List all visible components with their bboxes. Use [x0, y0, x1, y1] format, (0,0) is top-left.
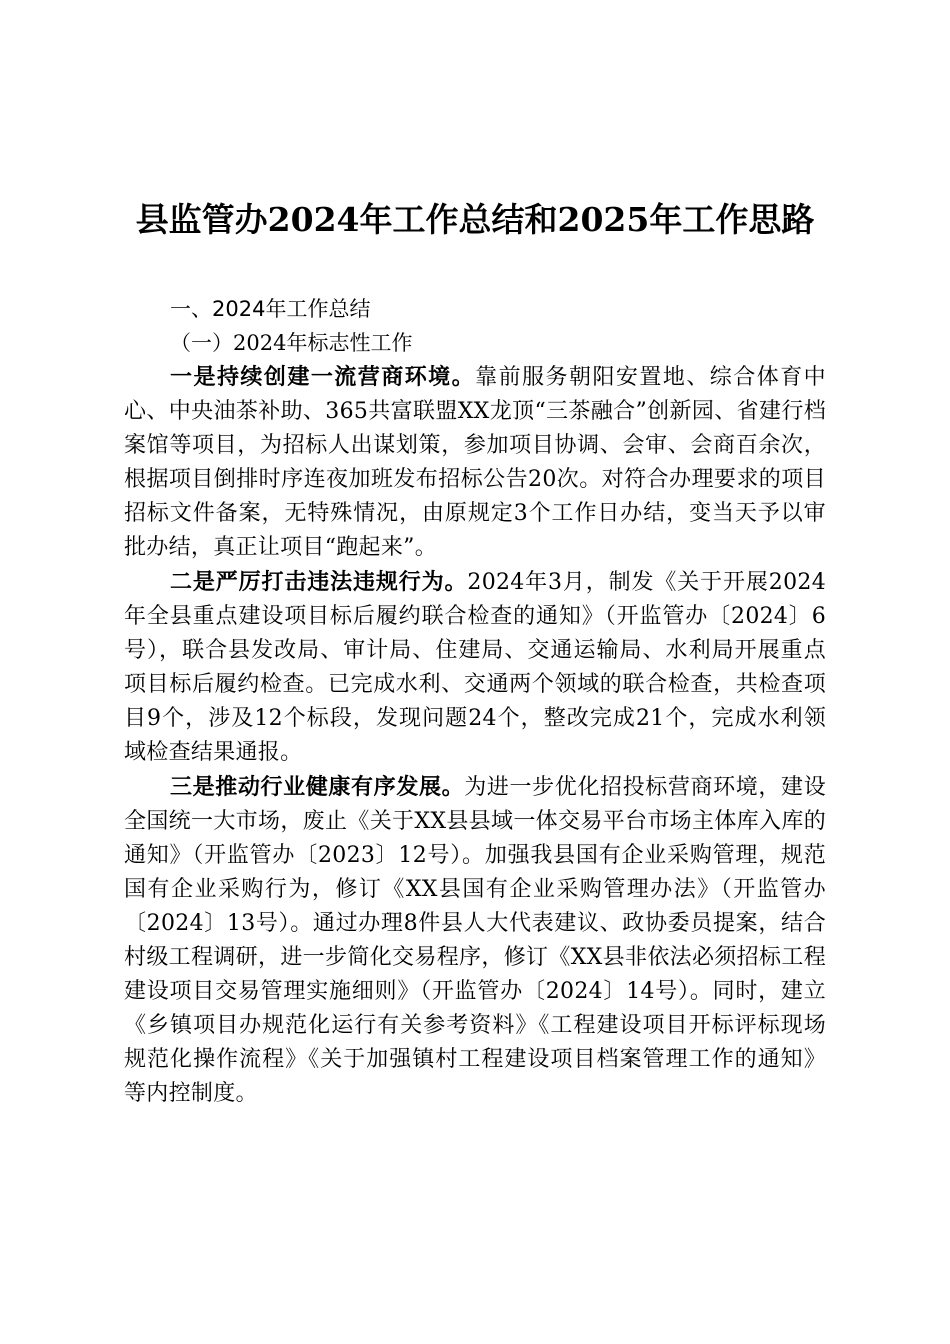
- paragraph-2-text: 2024年3月，制发《关于开展2024年全县重点建设项目标后履约联合检查的通知》（开监管办〔2024〕6号），联合县发改局、审计局、住建局、交通运输局、水利局开展重点项目标后履约检查。已完成水利、交通两个领域的联合检查，共检查项目9个，涉及12个标段，发现问题24个，整改完成21个，完成水利领域检查结果通报。: [124, 570, 826, 765]
- paragraph-3: [124, 770, 826, 1111]
- paragraph-1-lead: 一是持续创建一流营商环境。: [170, 364, 476, 390]
- paragraph-1: [124, 360, 826, 565]
- paragraph-2-lead: 二是严厉打击违法违规行为。: [170, 569, 468, 595]
- paragraph-1-text: 靠前服务朝阳安置地、综合体育中心、中央油茶补助、365共富联盟XX龙顶“三茶融合”创新园、省建行档案馆等项目，为招标人出谋划策，参加项目协调、会审、会商百余次，根据项目倒排时序连夜加班发布招标公告20次。对符合办理要求的项目招标文件备案，无特殊情况，由原规定3个工作日办结，变当天予以审批办结，真正让项目“跑起来”。: [124, 365, 826, 560]
- paragraph-3-lead: 三是推动行业健康有序发展。: [170, 774, 465, 800]
- section-heading: 一、2024年工作总结: [170, 297, 371, 321]
- document-title: 县监管办2024年工作总结和2025年工作思路: [135, 200, 815, 239]
- paragraph-2: [124, 565, 826, 770]
- document-body: [124, 292, 826, 1111]
- paragraph-3-text: 为进一步优化招投标营商环境，建设全国统一大市场，废止《关于XX县县域一体交易平台市场主体库入库的通知》（开监管办〔2023〕12号）。加强我县国有企业采购管理，规范国有企业采购行为，修订《XX县国有企业采购管理办法》（开监管办〔2024〕13号）。通过办理8件县人大代表建议、政协委员提案，结合村级工程调研，进一步简化交易程序，修订《XX县非依法必须招标工程建设项目交易管理实施细则》（开监管办〔2024〕14号）。同时，建立《乡镇项目办规范化运行有关参考资料》《工程建设项目开标评标现场规范化操作流程》《关于加强镇村工程建设项目档案管理工作的通知》等内控制度。: [124, 775, 826, 1106]
- subsection-heading: （一）2024年标志性工作: [170, 331, 413, 355]
